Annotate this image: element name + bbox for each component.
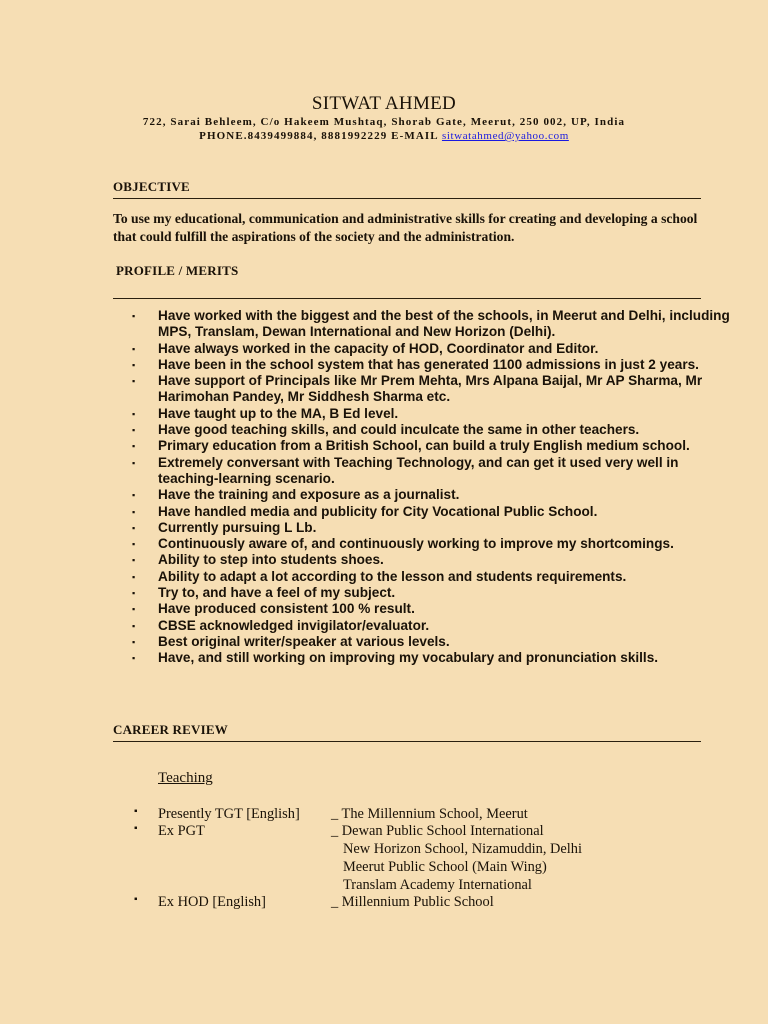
merit-text: Ability to step into students shoes. <box>158 552 384 568</box>
merit-item <box>130 536 730 552</box>
career-role: Presently TGT [English] <box>158 806 300 822</box>
merit-item <box>130 422 730 438</box>
profile-title: PROFILE / MERITS <box>116 263 239 278</box>
bullet-icon: ▪ <box>132 441 136 452</box>
merit-item <box>130 618 730 634</box>
merit-item <box>130 487 730 503</box>
merit-item <box>130 455 730 488</box>
phone-text: PHONE.8439499884, 8881992229 E-MAIL <box>199 130 442 142</box>
contact-line <box>0 130 768 142</box>
merit-text: Have been in the school system that has generated 1100 admissions in just 2 years. <box>158 356 699 372</box>
merit-item <box>130 650 730 666</box>
merit-item <box>130 634 730 650</box>
career-title: CAREER REVIEW <box>113 722 228 737</box>
merit-text: Best original writer/speaker at various levels. <box>158 633 450 649</box>
merit-text: Have, and still working on improving my vocabulary and pronunciation skills. <box>158 650 659 666</box>
merits-list <box>130 308 730 667</box>
bullet-icon: ▪ <box>132 376 136 387</box>
bullet-icon: ▪ <box>132 408 136 419</box>
merit-text: Have good teaching skills, and could inculcate the same in other teachers. <box>158 422 640 438</box>
merit-text: CBSE acknowledged invigilator/evaluator. <box>158 617 430 633</box>
career-row <box>0 841 768 859</box>
merit-text: Have always worked in the capacity of HOD, Coordinator and Editor. <box>158 340 599 356</box>
bullet-icon: ▪ <box>132 555 136 566</box>
bullet-icon: ▪ <box>132 343 136 354</box>
bullet-icon: ▪ <box>134 894 138 905</box>
merit-item <box>130 504 730 520</box>
career-divider <box>113 741 701 742</box>
merit-item <box>130 373 730 406</box>
bullet-icon: ▪ <box>132 636 136 647</box>
bullet-icon: ▪ <box>132 457 136 468</box>
career-school: _ The Millennium School, Meerut <box>331 806 528 822</box>
objective-title: OBJECTIVE <box>113 179 190 194</box>
career-row <box>0 859 768 877</box>
merit-item <box>130 552 730 568</box>
merit-item <box>130 438 730 454</box>
objective-divider <box>113 198 701 199</box>
candidate-name: SITWAT AHMED <box>311 93 457 114</box>
profile-divider <box>113 298 701 299</box>
bullet-icon: ▪ <box>134 806 138 817</box>
objective-text: To use my educational, communication and administrative skills for creating and developing a school that could fulfill the aspirations of the society and the administration. <box>113 211 698 244</box>
bullet-icon: ▪ <box>132 539 136 550</box>
merit-text: Try to, and have a feel of my subject. <box>158 585 396 601</box>
bullet-icon: ▪ <box>132 588 136 599</box>
merit-text: Ability to adapt a lot according to the lesson and students requirements. <box>158 568 627 584</box>
merit-text: Have handled media and publicity for City Vocational Public School. <box>158 503 598 519</box>
bullet-icon: ▪ <box>132 506 136 517</box>
bullet-icon: ▪ <box>132 359 136 370</box>
career-school: _ Millennium Public School <box>331 894 494 910</box>
career-school: New Horizon School, Nizamuddin, Delhi <box>343 841 582 857</box>
bullet-icon: ▪ <box>132 522 136 533</box>
career-role: Ex PGT <box>158 823 205 839</box>
career-row <box>0 806 768 824</box>
merit-text: Have support of Principals like Mr Prem Mehta, Mrs Alpana Baijal, Mr AP Sharma, Mr Harimohan Pandey, Mr Siddhesh Sharma etc. <box>158 373 703 405</box>
merit-text: Continuously aware of, and continuously working to improve my shortcomings. <box>158 536 674 552</box>
bullet-icon: ▪ <box>132 604 136 615</box>
bullet-icon: ▪ <box>132 311 136 321</box>
merit-text: Have produced consistent 100 % result. <box>158 601 415 617</box>
bullet-icon: ▪ <box>132 620 136 631</box>
merit-text: Have worked with the biggest and the best of the schools, in Meerut and Delhi, including MPS, Translam, Dewan International and New Horizon (Delhi). <box>158 308 730 340</box>
merit-text: Have taught up to the MA, B Ed level. <box>158 405 399 421</box>
career-role: Ex HOD [English] <box>158 894 266 910</box>
career-row <box>0 823 768 841</box>
merit-item <box>130 357 730 373</box>
merit-text: Currently pursuing L Lb. <box>158 519 317 535</box>
merit-item <box>130 520 730 536</box>
bullet-icon: ▪ <box>134 823 138 834</box>
merit-item <box>130 585 730 601</box>
merit-item <box>130 406 730 422</box>
career-row <box>0 877 768 895</box>
address-line: 722, Sarai Behleem, C/o Hakeem Mushtaq, Shorab Gate, Meerut, 250 002, UP, India <box>142 116 626 128</box>
email-link[interactable]: sitwatahmed@yahoo.com <box>441 130 569 142</box>
merit-text: Primary education from a British School, can build a truly English medium school. <box>158 438 690 454</box>
career-school: Meerut Public School (Main Wing) <box>343 859 547 875</box>
merit-item <box>130 308 730 341</box>
career-row <box>0 894 768 912</box>
bullet-icon: ▪ <box>132 571 136 582</box>
merit-item <box>130 601 730 617</box>
bullet-icon: ▪ <box>132 425 136 436</box>
career-school: Translam Academy International <box>343 877 532 893</box>
career-school: _ Dewan Public School International <box>331 823 544 839</box>
merit-text: Have the training and exposure as a journalist. <box>158 487 460 503</box>
merit-item <box>130 341 730 357</box>
merit-item <box>130 569 730 585</box>
teaching-heading: Teaching <box>158 770 213 786</box>
merit-text: Extremely conversant with Teaching Technology, and can get it used very well in teaching-learning scenario. <box>158 454 679 486</box>
bullet-icon: ▪ <box>132 490 136 501</box>
bullet-icon: ▪ <box>132 653 136 664</box>
